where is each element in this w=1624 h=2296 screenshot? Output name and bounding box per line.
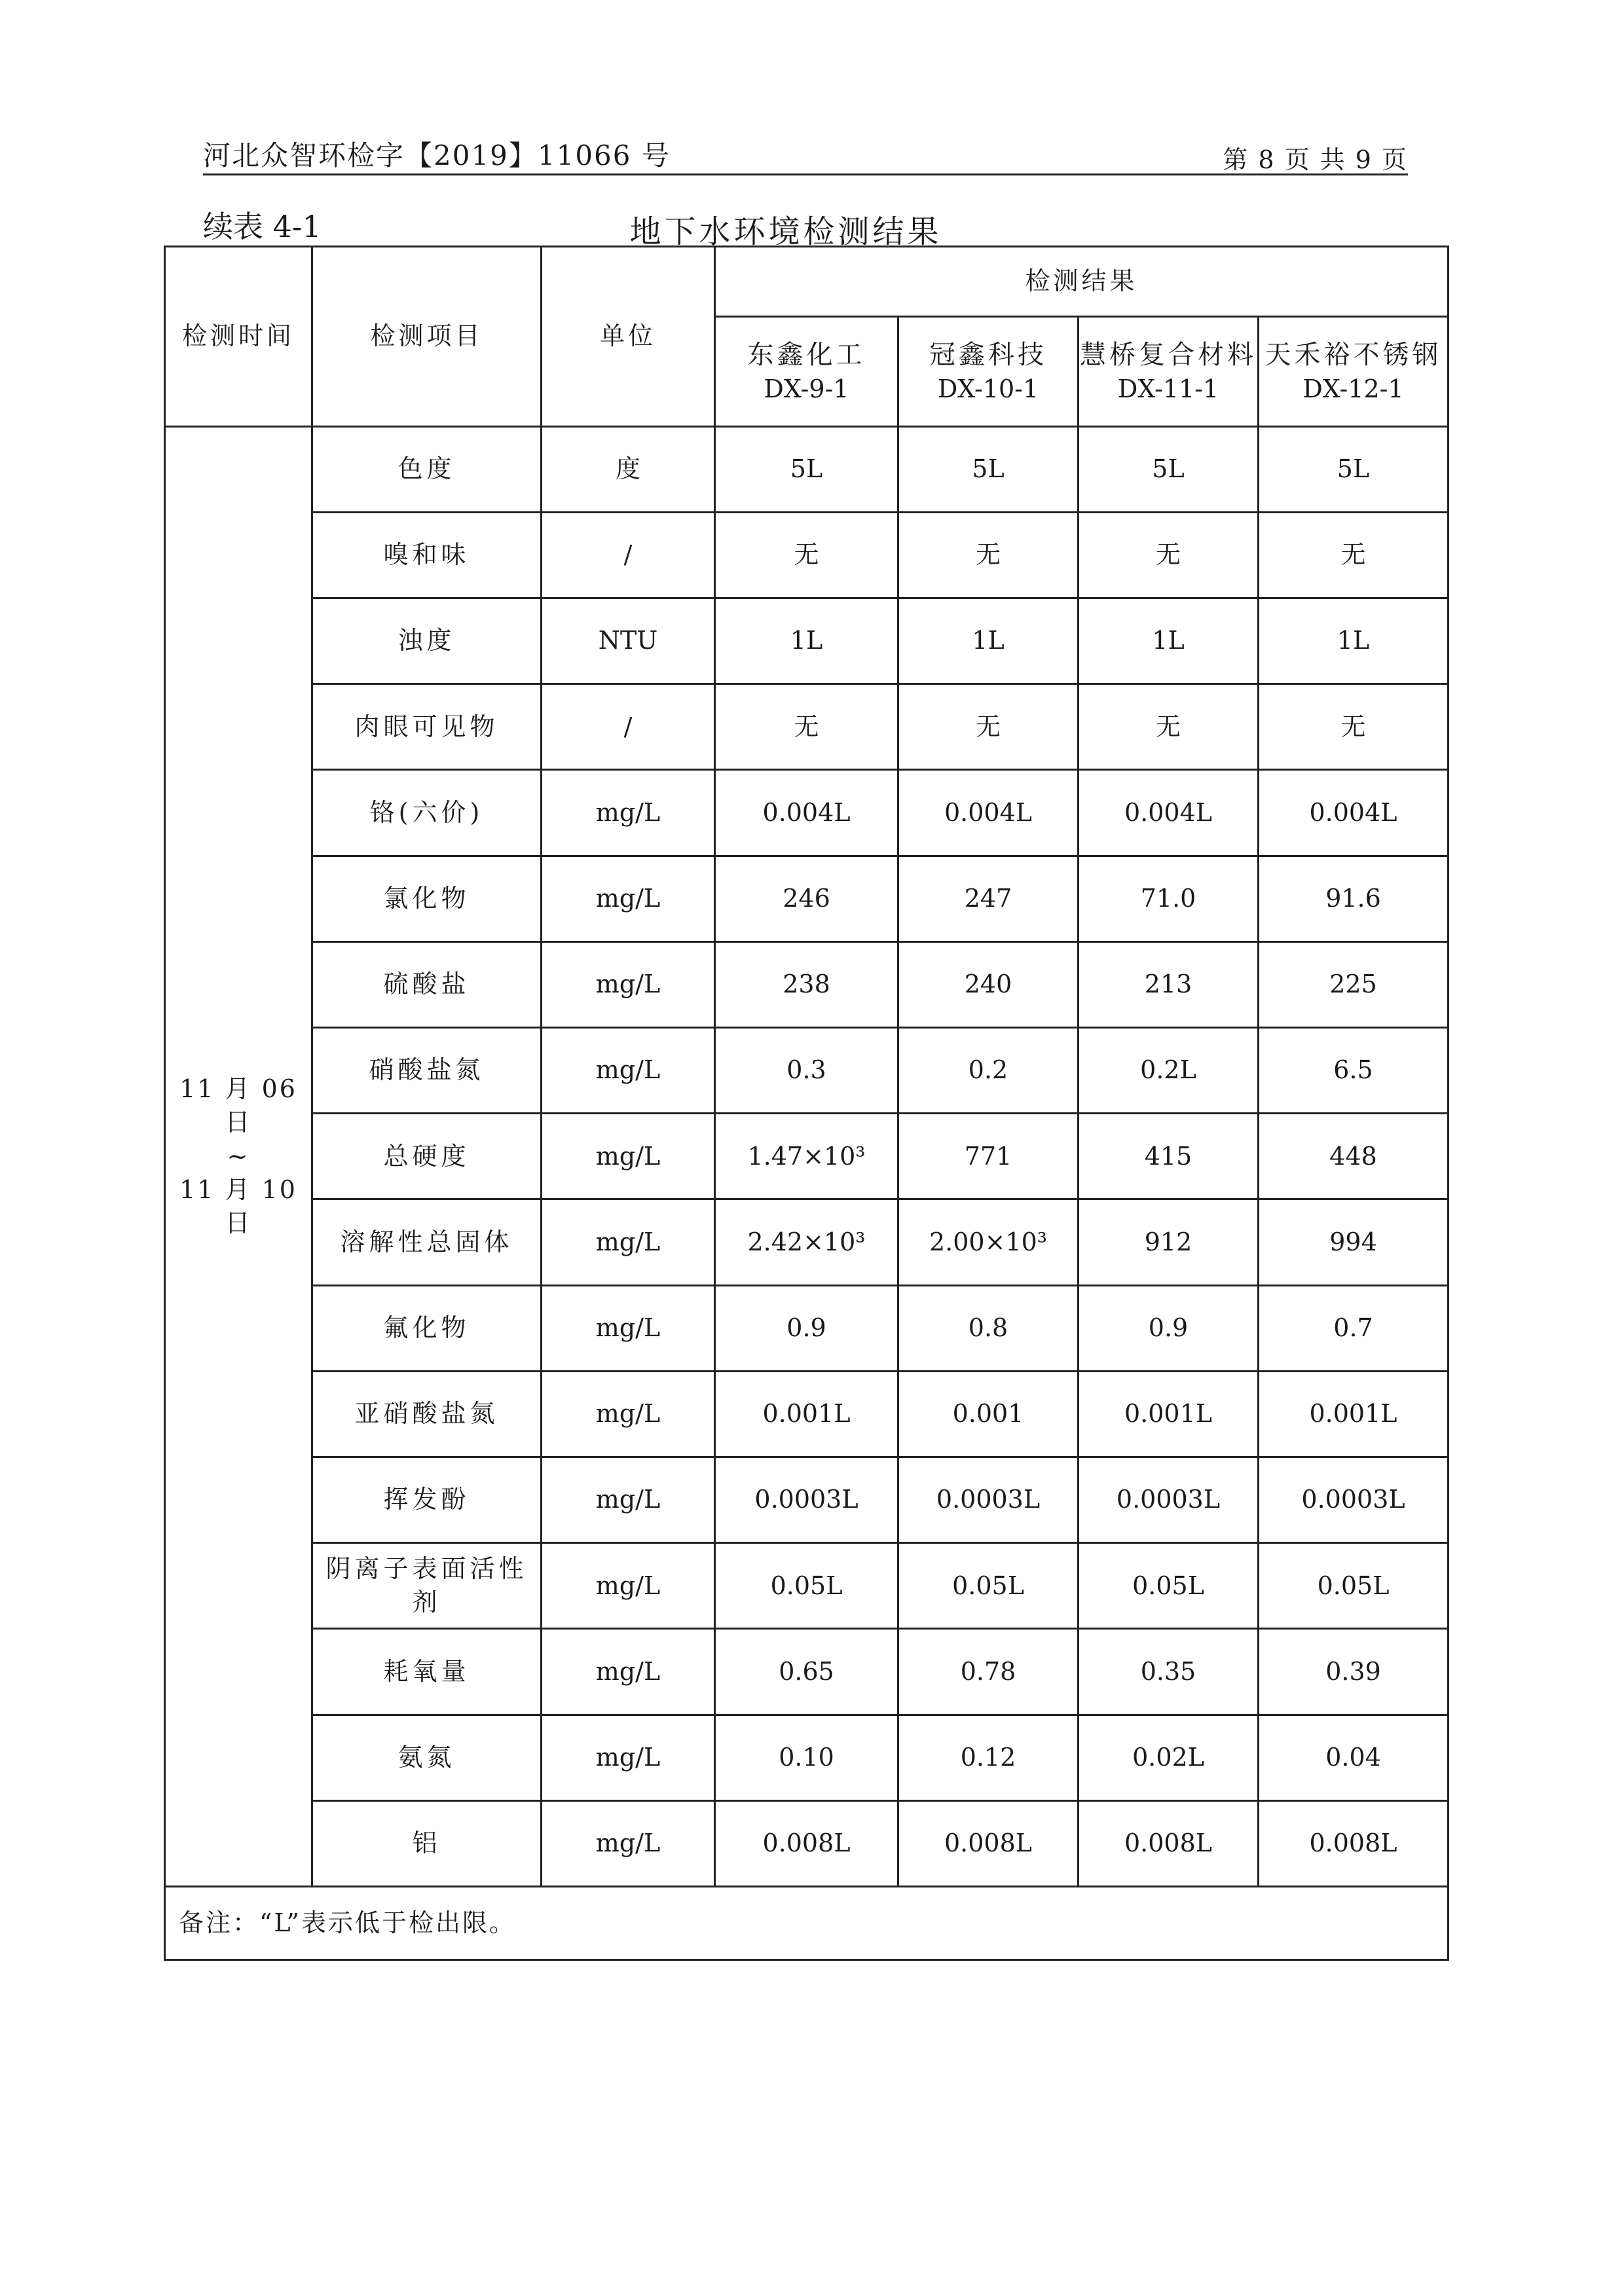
header-results: 检测结果 bbox=[715, 247, 1449, 317]
header-site-4 bbox=[1259, 316, 1449, 426]
result-value: 0.008L bbox=[1259, 1800, 1449, 1886]
item-name: 肉眼可见物 bbox=[312, 684, 542, 770]
header-site-2 bbox=[898, 316, 1079, 426]
result-value: 71.0 bbox=[1079, 856, 1259, 941]
site-code: DX-10-1 bbox=[937, 374, 1039, 403]
note-row bbox=[165, 1887, 1449, 1960]
result-value: 0.04 bbox=[1259, 1715, 1449, 1800]
result-value: 0.05L bbox=[1259, 1543, 1449, 1629]
document-number: 河北众智环检字【2019】11066 号 bbox=[203, 139, 671, 172]
result-value: 0.001L bbox=[1259, 1371, 1449, 1457]
result-value: 0.004L bbox=[715, 770, 898, 856]
result-value: 213 bbox=[1079, 941, 1259, 1027]
result-value: 0.9 bbox=[715, 1285, 898, 1371]
result-value: 0.004L bbox=[898, 770, 1079, 856]
result-value: 1L bbox=[1079, 598, 1259, 684]
result-value: 无 bbox=[1259, 684, 1449, 770]
item-unit: mg/L bbox=[542, 856, 715, 941]
result-value: 无 bbox=[1259, 512, 1449, 598]
item-unit: mg/L bbox=[542, 1371, 715, 1457]
table-row bbox=[165, 598, 1449, 684]
table-row bbox=[165, 1199, 1449, 1285]
item-unit: / bbox=[542, 684, 715, 770]
page-number: 第 8 页 共 9 页 bbox=[1223, 145, 1408, 174]
result-value: 246 bbox=[715, 856, 898, 941]
item-unit: mg/L bbox=[542, 941, 715, 1027]
site-name: 慧桥复合材料 bbox=[1080, 339, 1257, 370]
result-value: 1.47×10³ bbox=[715, 1114, 898, 1199]
item-unit: mg/L bbox=[542, 1114, 715, 1199]
site-code: DX-12-1 bbox=[1302, 374, 1404, 403]
result-value: 0.02L bbox=[1079, 1715, 1259, 1800]
result-value: 0.001 bbox=[898, 1371, 1079, 1457]
result-value: 0.2L bbox=[1079, 1028, 1259, 1114]
item-name: 挥发酚 bbox=[312, 1457, 542, 1543]
table-row bbox=[165, 1028, 1449, 1114]
item-unit: NTU bbox=[542, 598, 715, 684]
result-value: 0.78 bbox=[898, 1629, 1079, 1715]
table-row bbox=[165, 770, 1449, 856]
result-value: 0.9 bbox=[1079, 1285, 1259, 1371]
item-unit: mg/L bbox=[542, 1028, 715, 1114]
site-name: 天禾裕不锈钢 bbox=[1264, 339, 1442, 370]
result-value: 1L bbox=[715, 598, 898, 684]
date-range bbox=[165, 426, 312, 1886]
note-text: 备注：“L”表示低于检出限。 bbox=[165, 1887, 1449, 1960]
result-value: 无 bbox=[715, 684, 898, 770]
item-name: 阴离子表面活性剂 bbox=[312, 1543, 542, 1629]
result-value: 5L bbox=[1259, 426, 1449, 512]
item-name: 氯化物 bbox=[312, 856, 542, 941]
result-value: 0.05L bbox=[1079, 1543, 1259, 1629]
result-value: 无 bbox=[1079, 684, 1259, 770]
table-row bbox=[165, 1800, 1449, 1886]
item-unit: mg/L bbox=[542, 1285, 715, 1371]
result-value: 5L bbox=[898, 426, 1079, 512]
result-value: 无 bbox=[1079, 512, 1259, 598]
date-start: 11 月 06 日 bbox=[179, 1074, 297, 1137]
table-row bbox=[165, 1371, 1449, 1457]
result-value: 5L bbox=[715, 426, 898, 512]
result-value: 0.2 bbox=[898, 1028, 1079, 1114]
item-unit: mg/L bbox=[542, 1199, 715, 1285]
item-unit: mg/L bbox=[542, 1543, 715, 1629]
item-name: 铬(六价) bbox=[312, 770, 542, 856]
header-time: 检测时间 bbox=[165, 247, 312, 427]
item-unit: mg/L bbox=[542, 1800, 715, 1886]
result-value: 1L bbox=[1259, 598, 1449, 684]
result-value: 771 bbox=[898, 1114, 1079, 1199]
table-row bbox=[165, 1285, 1449, 1371]
item-name: 浊度 bbox=[312, 598, 542, 684]
table-row bbox=[165, 1543, 1449, 1629]
result-value: 91.6 bbox=[1259, 856, 1449, 941]
table-row bbox=[165, 1114, 1449, 1199]
result-value: 0.008L bbox=[898, 1800, 1079, 1886]
item-name: 硫酸盐 bbox=[312, 941, 542, 1027]
item-name: 色度 bbox=[312, 426, 542, 512]
result-value: 247 bbox=[898, 856, 1079, 941]
result-value: 238 bbox=[715, 941, 898, 1027]
table-row bbox=[165, 1457, 1449, 1543]
table-row bbox=[165, 941, 1449, 1027]
item-name: 铝 bbox=[312, 1800, 542, 1886]
table-title: 地下水环境检测结果 bbox=[629, 213, 942, 250]
result-value: 0.8 bbox=[898, 1285, 1079, 1371]
result-value: 0.008L bbox=[1079, 1800, 1259, 1886]
header-site-3 bbox=[1079, 316, 1259, 426]
site-name: 冠鑫科技 bbox=[929, 339, 1047, 370]
result-value: 无 bbox=[898, 512, 1079, 598]
result-value: 225 bbox=[1259, 941, 1449, 1027]
site-code: DX-9-1 bbox=[764, 374, 849, 403]
result-value: 0.3 bbox=[715, 1028, 898, 1114]
result-value: 448 bbox=[1259, 1114, 1449, 1199]
table-row bbox=[165, 684, 1449, 770]
item-name: 嗅和味 bbox=[312, 512, 542, 598]
site-code: DX-11-1 bbox=[1117, 374, 1219, 403]
item-name: 氨氮 bbox=[312, 1715, 542, 1800]
result-value: 0.7 bbox=[1259, 1285, 1449, 1371]
item-name: 氟化物 bbox=[312, 1285, 542, 1371]
item-unit: 度 bbox=[542, 426, 715, 512]
table-row bbox=[165, 512, 1449, 598]
result-value: 0.0003L bbox=[715, 1457, 898, 1543]
item-name: 硝酸盐氮 bbox=[312, 1028, 542, 1114]
item-unit: mg/L bbox=[542, 1457, 715, 1543]
result-value: 0.0003L bbox=[1079, 1457, 1259, 1543]
item-unit: mg/L bbox=[542, 1629, 715, 1715]
result-value: 0.12 bbox=[898, 1715, 1079, 1800]
result-value: 0.10 bbox=[715, 1715, 898, 1800]
result-value: 2.00×10³ bbox=[898, 1199, 1079, 1285]
table-row bbox=[165, 1629, 1449, 1715]
header-item: 检测项目 bbox=[312, 247, 542, 427]
table-row bbox=[165, 1715, 1449, 1800]
result-value: 912 bbox=[1079, 1199, 1259, 1285]
item-name: 总硬度 bbox=[312, 1114, 542, 1199]
site-name: 东鑫化工 bbox=[747, 339, 866, 370]
result-value: 0.05L bbox=[715, 1543, 898, 1629]
result-value: 0.35 bbox=[1079, 1629, 1259, 1715]
result-value: 994 bbox=[1259, 1199, 1449, 1285]
result-value: 1L bbox=[898, 598, 1079, 684]
result-value: 0.004L bbox=[1079, 770, 1259, 856]
result-value: 6.5 bbox=[1259, 1028, 1449, 1114]
result-value: 0.001L bbox=[715, 1371, 898, 1457]
header-site-1 bbox=[715, 316, 898, 426]
result-value: 0.008L bbox=[715, 1800, 898, 1886]
result-value: 0.004L bbox=[1259, 770, 1449, 856]
table-row bbox=[165, 426, 1449, 512]
result-value: 0.05L bbox=[898, 1543, 1079, 1629]
item-unit: / bbox=[542, 512, 715, 598]
date-sep: ~ bbox=[227, 1141, 250, 1171]
result-value: 5L bbox=[1079, 426, 1259, 512]
result-value: 0.0003L bbox=[1259, 1457, 1449, 1543]
date-end: 11 月 10 日 bbox=[179, 1175, 297, 1238]
result-value: 0.39 bbox=[1259, 1629, 1449, 1715]
header-unit: 单位 bbox=[542, 247, 715, 427]
page-header bbox=[203, 134, 1408, 175]
item-name: 亚硝酸盐氮 bbox=[312, 1371, 542, 1457]
item-unit: mg/L bbox=[542, 1715, 715, 1800]
results-table bbox=[164, 246, 1449, 1961]
item-name: 溶解性总固体 bbox=[312, 1199, 542, 1285]
result-value: 2.42×10³ bbox=[715, 1199, 898, 1285]
item-name: 耗氧量 bbox=[312, 1629, 542, 1715]
item-unit: mg/L bbox=[542, 770, 715, 856]
result-value: 415 bbox=[1079, 1114, 1259, 1199]
result-value: 0.001L bbox=[1079, 1371, 1259, 1457]
table-number: 续表 4-1 bbox=[203, 209, 322, 244]
result-value: 0.0003L bbox=[898, 1457, 1079, 1543]
table-row bbox=[165, 856, 1449, 941]
result-value: 无 bbox=[898, 684, 1079, 770]
result-value: 240 bbox=[898, 941, 1079, 1027]
result-value: 无 bbox=[715, 512, 898, 598]
result-value: 0.65 bbox=[715, 1629, 898, 1715]
